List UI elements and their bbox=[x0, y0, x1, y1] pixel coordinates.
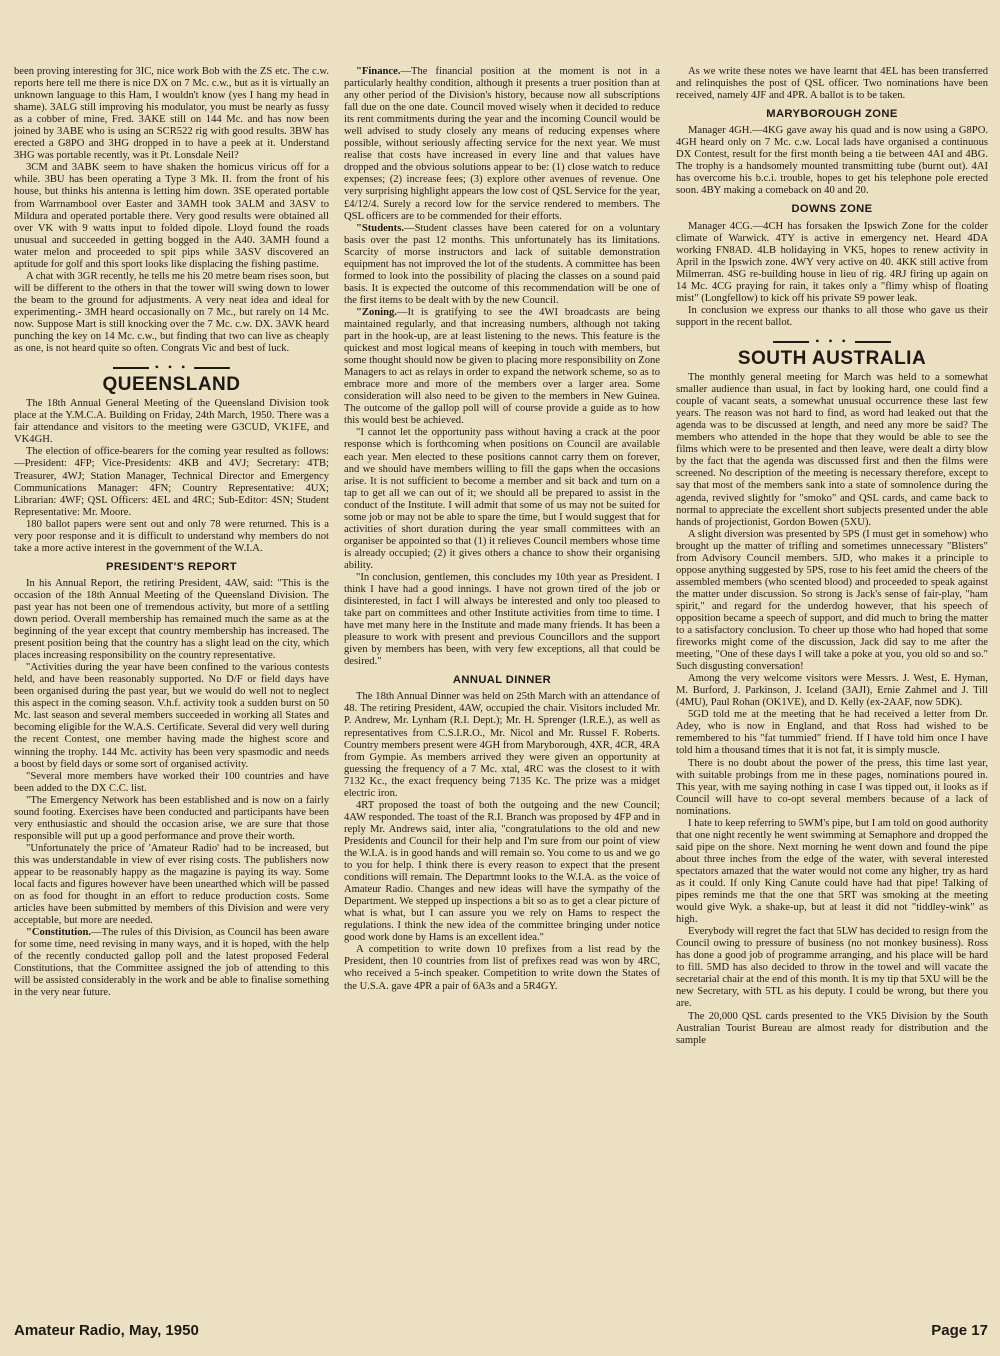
publication-line: Amateur Radio, May, 1950 bbox=[14, 1322, 199, 1339]
section-heading-queensland: QUEENSLAND bbox=[102, 374, 241, 396]
paragraph: "The Emergency Network has been established and is now on a fairly sound footing. Exercises have been conducted and participants have been very enthusiastic and should the occasion arise, we are sure that those responsible will put up a good performance and prove their worth. bbox=[14, 794, 329, 842]
subheading-annual-dinner: ANNUAL DINNER bbox=[452, 674, 552, 687]
paragraph: 5GD told me at the meeting that he had received a letter from Dr. Adey, who is now in England, and that Ross had wished to be remembered to his "fat tummied" friend. If I have told him once I have told him a thousand times that it is not fat, it is simply muscle. bbox=[676, 709, 988, 757]
subheading-maryborough-zone: MARYBOROUGH ZONE bbox=[766, 108, 898, 121]
paragraph: Among the very welcome visitors were Messrs. J. West, E. Hyman, M. Burford, J. Parkinson, J. Iceland (3AJI), Ernie Zahmel and J. Till (4MU), Paul Rohan (OK1VE), and D. Kelly (ex-2AAF, now 5DK). bbox=[676, 673, 988, 709]
paragraph bbox=[14, 927, 329, 999]
paragraph: Manager 4GH.—4KG gave away his quad and is now using a G8PO. 4GH heard only on 7 Mc. c.w. Local lads have organised a continuous DX Contest, result for the first month being a tie between 4AI and 4BG. The trophy is a handsomely mounted transmitting tube (burnt out). 4AI has overcome his b.c.i. trouble, hopes to get his telephone pole erected soon. 4BY making a comeback on 40 and 20. bbox=[676, 125, 988, 197]
paragraph bbox=[344, 66, 660, 223]
paragraph-lead: "Zoning. bbox=[356, 306, 397, 318]
paragraph: A slight diversion was presented by 5PS (I must get in somehow) who brought up the matter of trifling and sometimes unnecessary "Blisters" from Advisory Council members. 5JD, who makes it a principle to oppose anything suggested by 5PS, rose to his feet amid the cheers of the assembled members (who scented blood) and proceeded to speak against the matter under discussion. So strong is Jack's sense of fair-play, "ham spirit," and regard for the underdog however, that his speech of opposition became a speech of support, and did much to bring the matter to a satisfactory conclusion. To cheer up those who had hoped that some fireworks might come of the discussion, Jack did say to me after the meeting, "One of these days I will take a poke at you, you old so and so." Such disgusting conversation! bbox=[676, 528, 988, 673]
section-divider: • • • bbox=[14, 361, 329, 373]
paragraph: "Unfortunately the price of 'Amateur Radio' had to be increased, but this was understandable in view of ever rising costs. The publishers now appear to be reasonably happy as the magazine is paying its way. Some local facts and figures however have been unearthed which will be passed on as food for thought in an effort to reduce production costs. Some articles have been submitted by members of this Division and were very acceptable, but more are needed. bbox=[14, 842, 329, 927]
subheading-downs-zone: DOWNS ZONE bbox=[791, 203, 873, 216]
paragraph: "Several more members have worked their 100 countries and have been added to the DX C.C. list. bbox=[14, 770, 329, 794]
paragraph: The 18th Annual General Meeting of the Queensland Division took place at the Y.M.C.A. Building on Friday, 24th March, 1950. There was a fair attendance and visitors to the meeting were G3CUD, VK1FE, and VK4GH. bbox=[14, 398, 329, 446]
paragraph: The 18th Annual Dinner was held on 25th March with an attendance of 48. The retiring President, 4AW, occupied the chair. Visitors included Mr. P. Andrew, Mr. Lynham (R.I. Dept.); Mr. H. Sprenger (I.R.E.), as well as representatives from C.S.I.R.O., Mr. Nicol and Mr. Russel F. Roberts. Country members present were 4GH from Maryborough, 4XR, 4CR, 4RA from Gympie. As members arrived they were given an opportunity at guessing the frequency of a 7 Mc. xtal, 4RC was the closest to it with 7132 Kc., the exact frequency being 7135 Kc. The prize was a midget electric iron. bbox=[344, 691, 660, 799]
paragraph: A chat with 3GR recently, he tells me his 20 metre beam rises soon, but will be different to the others in that the tower will swing down to lower the beam to the ground for adjustments. A very neat idea and ideal for experimenting.- 3MH heard occasionally on 7 Mc., but rarely on 14 Mc. now. Suppose Mart is still knocking over the 7 Mc. c.w. DX. 3AVK heard punching the key on 14 Mc. c.w., but finding that two can live as cheaply as one, is not heard quite so often. Congrats Vic and best of luck. bbox=[14, 270, 329, 355]
paragraph: The election of office-bearers for the coming year resulted as follows:—President: 4FP; Vice-Presidents: 4KB and 4VJ; Secretary: 4TB; Treasurer, 4WJ; Station Manager, Technical Director and Emergency Communications Manager: 4FN; Country Representative: 4UX; Librarian: 4WF; QSL Officers: 4EL and 4RC; Sub-Editor: 4SN; Student Representative: Mr. Moore. bbox=[14, 446, 329, 518]
column-2 bbox=[344, 66, 660, 1310]
section-heading-south-australia: SOUTH AUSTRALIA bbox=[737, 347, 927, 369]
paragraph: The monthly general meeting for March was held to a somewhat smaller audience than usual, in fact by looking hard, one could find a couple of vacant seats, a somewhat unusual occurrence these last few years. The reason was not hard to find, as word had leaked out that the agenda was to be discussed at length, and need any more be said? The members who attended in the hope that they would be able to see the films which were to be presented and then leave, were dealt a dirty blow by the fact that the agenda was discussed first and then the films were screened. No description of the meeting is necessary therefore, except to say that most of the members sank into a state of somnolence during the agenda, revived slightly for "smoko" and QSL cards, and came back to normal to appreciate the excellent short subjects presented under the able hands of projectionist, Gordon Bowen (5XU). bbox=[676, 372, 988, 528]
paragraph: In his Annual Report, the retiring President, 4AW, said: "This is the occasion of the 18th Annual Meeting of the Queensland Division. The past year has not been one of tremendous activity, but more of a settling down period. Overall membership has remained much the same as at the beginning of the year except that country membership has increased. The present position being that the country has a slight lead on the city, which places increasing responsibility on the country representative. bbox=[14, 577, 329, 662]
paragraph: "In conclusion, gentlemen, this concludes my 10th year as President. I think I have had a good innings. I have not grown tired of the job or disinterested, in fact I will always be interested and only too pleased to take part on committees and other Institute activities from time to time. I have met many here in the Institute and made many friends. It has been a pleasure to work with present and previous Councillors and the support given by members has been, with very few exceptions, all that could be desired." bbox=[344, 571, 660, 668]
paragraph-body: —It is gratifying to see the 4WI broadcasts are being maintained regularly, and that increasing numbers, although not taking part in the hook-up, are at least listening to the news. This feature is the quickest and most logical means of keeping in touch with members, but some thought should now be given to placing more responsibility on Zone Managers to act as relays in order to expand the network scheme, so as to embrace more and more of the members over a larger area. Some consideration will also need to be given to the members in New Guinea. The outcome of the gallop poll will of course provide a guide as to how this would best be achieved. bbox=[344, 306, 660, 427]
paragraph: 4RT proposed the toast of both the outgoing and the new Council; 4AW responded. The toast of the R.I. Branch was proposed by 4FP and in reply Mr. Andrews said, inter alia, "congratulations to the old and new Presidents and Council for their help and I'm sure from our point of view the W.I.A. is in good hands and will remain so. You come to us and we go to you for help. I think there is every reason to expect that the present conditions will remain. The Departmnt looks to the W.I.A. as the voice of Amateur Radio. Changes and new ideas will have the sympathy of the Department. We stepped up inspections a bit so as to get a clear picture of what is what, but I can assure you we rely on Hams to respect the regulations. I think the new idea of the committee bringing under notice good work done by Hams is an excellent idea." bbox=[344, 799, 660, 944]
subheading-presidents-report: PRESIDENT'S REPORT bbox=[105, 560, 238, 573]
paragraph: As we write these notes we have learnt that 4EL has been transferred and relinquishes the post of QSL officer. Two nominations have been received, namely 4JF and 4PR. A ballot is to be taken. bbox=[676, 66, 988, 102]
column-1 bbox=[14, 66, 329, 1310]
section-divider: • • • bbox=[676, 335, 988, 347]
page-number: Page 17 bbox=[931, 1322, 988, 1339]
paragraph bbox=[344, 223, 660, 307]
paragraph: Everybody will regret the fact that 5LW has decided to resign from the Council owing to pressure of business (no not monkey business). Ross has done a good job of programme arranging, and his place will be hard to fill. 5MD has also decided to throw in the towel and will vacate the secretarial chair at the end of this month. It is my tip that 5XU will be the new Secretary, with 5TL as his deputy. I could be wrong, but there you are. bbox=[676, 926, 988, 1010]
paragraph-body: —The rules of this Division, as Council has been aware for some time, need revising in many ways, and it is hoped, with the help of the recently conducted gallop poll and the latest proposed Federal Constitutions, that the Committee assigned the job of attending to this will be assisted considerably in the work and be able to finalise something in the very near future. bbox=[14, 927, 329, 999]
paragraph: A competition to write down 10 prefixes from a list read by the President, then 10 countries from list of prefixes read was won by 4RC, who received a 5-inch speaker. Competition to write down the States of the U.S.A. gave 4PR a pair of 6A3s and a 5R4GY. bbox=[344, 944, 660, 992]
paragraph-body: —Student classes have been catered for on a voluntary basis over the past 12 months. This unfortunately has its limitations. Scarcity of morse instructors and lack of suitable demonstration equipment has not improved the lot of the students. A committee has been formed to look into the possibility of placing the classes on a sound paid basis. It is expected the outcome of this recommendation will be one of the first items to be dealt with by the new Council. bbox=[344, 222, 660, 306]
paragraph: been proving interesting for 3IC, nice work Bob with the ZS etc. The c.w. reports here tell me there is nice DX on 7 Mc. c.w., but as it is virtually an unknown language to this Ham, I wouldn't know (yes I hang my head in shame). 3ALG still improving his modulator, you must be nearly as fussy as a cobber of mine, Fred. 3AKE still on 144 Mc. and has now been joined by 3ABE who is using an SCR522 rig with good results. 3BW has erected a G8PO and 3HG dropped in to have a peek at it. Understand 3HG was portable recently, was it Pt. Lonsdale Neil? bbox=[14, 66, 329, 162]
paragraph: I hate to keep referring to 5WM's pipe, but I am told on good authority that one night recently he went swimming at Semaphore and dropped the said pipe on the shore. Next morning he went down and found the pipe about three inches from the edge of the water, with several interested spectators amazed that the water would not come any higher, try as hard as it could. If only King Canute could have had that pipe! Talking of pipes reminds me that the one that 5RT was smoking at the meeting would give Wyk. a shake-up, but at least it did not "tiddley-wink" as high. bbox=[676, 817, 988, 926]
paragraph: 180 ballot papers were sent out and only 78 were returned. This is a very poor response and it is difficult to understand why members do not take a more active interest in the government of the W.I.A. bbox=[14, 518, 329, 554]
paragraph: "Activities during the year have been confined to the various contests held, and have been reasonably supported. No D/F or field days have been organised during the past year, but we would do well not to neglect this aspect in the coming season. V.h.f. activity took a sudden burst on 50 Mc. last season and several members succeeded in working all States and becoming eligible for the W.A.S. Certificate. Several did very well during the recent Contest, one member having made the highest score and winning the trophy. 144 Mc. activity has been very spasmodic and needs a boost by field days or some sort of organised activity. bbox=[14, 662, 329, 770]
paragraph bbox=[344, 307, 660, 427]
paragraph-lead: "Finance. bbox=[356, 66, 401, 77]
paragraph-lead: "Students. bbox=[356, 222, 404, 234]
column-3 bbox=[676, 66, 988, 1310]
paragraph: "I cannot let the opportunity pass without having a crack at the poor response which is forthcoming when positions on Council are available each year. Men elected to these positions cannot carry them on forever, and we should have members willing to fill the gaps when the occasions arise. It is not sufficient to become a member and sit back and turn on a tap to get all we can out of it; we should all be prepared to assist in the conduct of the Institute. I will admit that some of us may not be suited for some job or may not be able to spare the time, but I would suggest that for activities of short duration during the year small committees with an organiser be appointed so that (1) it relieves Council members whose time is already occupied; (2) it gives others a chance to show their organising ability. bbox=[344, 427, 660, 571]
paragraph: 3CM and 3ABK seem to have shaken the homicus viricus off for a while. 3BU has been operating a Type 3 Mk. II. from the front of his house, but thinks his antenna is letting him down. 3SE operated portable from Warrnambool over Easter and 3AMH took 3ALM and 3ASV to Mildura and operated portable there. Very good results were obtained all over VK with 9 watts input to folded dipole. Lloyd found the roads unusual and succeeded in getting bogged in the A40. 3AMH found a water melon and proceeded to spit pips while 3ASV discovered an aptitude for golf and this sport looks like displacing the fishing pastime. bbox=[14, 162, 329, 270]
paragraph: The 20,000 QSL cards presented to the VK5 Division by the South Australian Tourist Bureau are almost ready for distribution and the sample bbox=[676, 1010, 988, 1046]
paragraph-lead: "Constitution. bbox=[26, 927, 92, 939]
paragraph: There is no doubt about the power of the press, this time last year, with suitable probings from me in these pages, nominations poured in. This year, with me saying nothing in case I was tipped out, it looks as if Council will have to co-opt several members because of a lack of nominations. bbox=[676, 757, 988, 817]
paragraph: In conclusion we express our thanks to all those who gave us their support in the recent ballot. bbox=[676, 304, 988, 328]
paragraph: Manager 4CG.—4CH has forsaken the Ipswich Zone for the colder climate of Warwick. 4TY is active in emergency net. Heard 4DA working FN8AD. 4LB holidaying in VK5, hopes to renew activity in April in the Ipswich zone. 4WY very active on 40. 4KK still active from Milmerran. 4SG re-building house in lieu of rig. 4RJ firing up again on 14 Mc. 4CG praying for rain, it takes only a "flimy whisp of floating mist" (Longfellow) to kick off his private S9 power leak. bbox=[676, 220, 988, 304]
paragraph-body: —The financial position at the moment is not in a particularly healthy condition, although it presents a truer position than at any other period of the Division's history, because now all subscriptions fall due on the one date. Council moved wisely when it decided to reduce its rent commitments during the year and the incoming Council would be well advised to study closely any means of reducing expenses where possible, without seriously affecting service for the next year. We must realise that costs have increased in every line and that values have dropped and the obvious solutions appear to be: (1) close watch to reduce expenses; (2) increase fees; (3) explore other avenues of revenue. One very surprising highlight appears the low cost of QSL Service for the year, £4/12/4. Surely a record low for the service rendered to members. The QSL officers are to be commended for their efforts. bbox=[344, 66, 660, 222]
